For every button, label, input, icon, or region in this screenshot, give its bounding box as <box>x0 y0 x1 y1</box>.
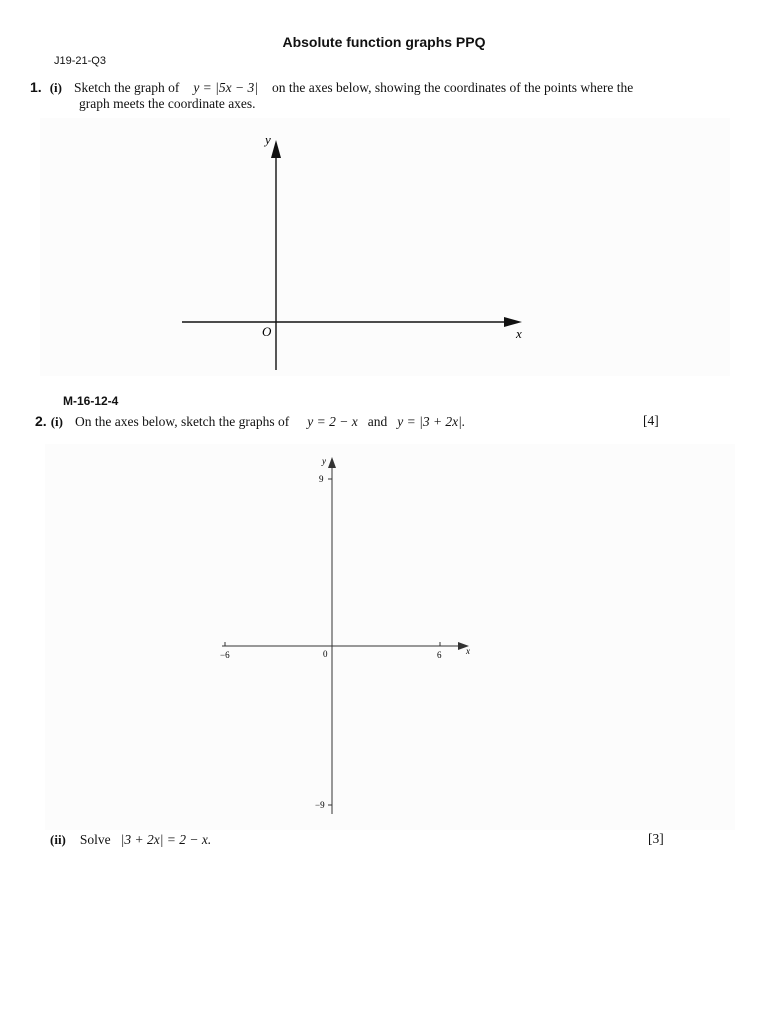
q1-y-arrow-icon <box>271 140 281 158</box>
q2-y-arrow-icon <box>328 457 336 468</box>
q2-tick-label-y-bottom: −9 <box>315 800 325 810</box>
question-2-number: 2. <box>35 413 47 429</box>
q2-tick-label-y-top: 9 <box>319 474 324 484</box>
question-1-text-after: on the axes below, showing the coordinates of the points where the <box>271 80 634 95</box>
q1-y-label: y <box>265 132 271 147</box>
question-1-part-i: (i) <box>49 80 62 95</box>
question-1-axes <box>40 118 730 376</box>
question-1-expression: y = |5x − 3| <box>193 80 258 95</box>
question-2-expression-2: y = |3 + 2x|. <box>397 414 466 429</box>
q2-tick-label-x-left: −6 <box>220 650 230 660</box>
question-1-line-2: graph meets the coordinate axes. <box>79 96 256 111</box>
question-2-line-1 <box>35 413 465 431</box>
question-2-reference: M-16-12-4 <box>63 394 119 408</box>
q2-x-label: x <box>466 646 470 656</box>
question-2-part-ii <box>50 831 211 849</box>
page-title: Absolute function graphs PPQ <box>282 34 486 50</box>
question-2-part-i-marks: [4] <box>643 413 659 428</box>
q2-y-label: y <box>322 456 326 466</box>
q1-x-label: x <box>516 326 522 341</box>
question-1-text-before: Sketch the graph of <box>73 80 180 95</box>
question-2-graph-area <box>45 444 735 830</box>
question-1-number: 1. <box>30 79 42 95</box>
question-1-graph-area <box>40 118 730 376</box>
question-2-part-i: (i) <box>50 414 63 429</box>
question-2-part-ii-text: Solve <box>79 832 111 847</box>
q2-origin-label: 0 <box>323 649 328 659</box>
question-2-part-ii-marks: [3] <box>648 831 664 846</box>
question-2-part-ii-label: (ii) <box>50 832 66 847</box>
question-2-text-before: On the axes below, sketch the graphs of <box>74 414 290 429</box>
q2-tick-label-x-right: 6 <box>437 650 442 660</box>
question-2-part-ii-expression: |3 + 2x| = 2 − x. <box>120 832 212 847</box>
question-1-line-1 <box>30 79 633 97</box>
q1-origin-label: O <box>262 324 272 339</box>
question-1-reference: J19-21-Q3 <box>54 55 106 67</box>
question-2-axes <box>45 444 735 830</box>
question-2-expression-1: y = 2 − x <box>307 414 358 429</box>
question-2-conjunction: and <box>367 414 388 429</box>
